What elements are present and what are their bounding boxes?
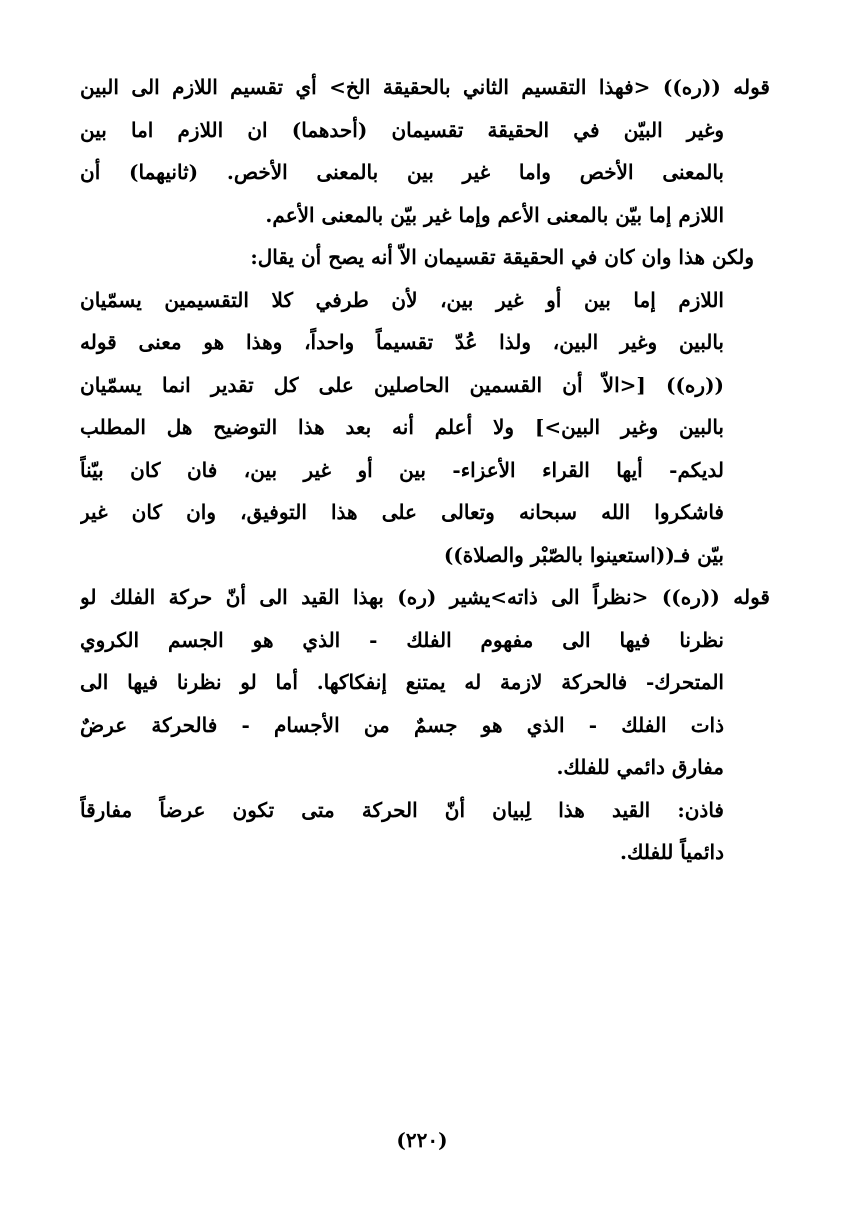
text-line: بيّن فـ((استعينوا بالصّبْر والصلاة))	[443, 542, 724, 567]
text-line: وغير البيّن في الحقيقة تقسيمان (أحدهما) ان اللازم اما بين	[80, 117, 724, 142]
text-line: اللازم إما بين أو غير بين، لأن طرفي كلا التقسيمين يسمّيان	[80, 287, 724, 312]
text-line: المتحرك- فالحركة لازمة له يمتنع إنفكاكها. أما لو نظرنا فيها الى	[80, 670, 724, 694]
text-line: بالبين وغير البين، ولذا عُدّ تقسيماً واحداً، وهذا هو معنى قوله	[80, 330, 724, 354]
text-line: ولكن هذا وان كان في الحقيقة تقسيمان الاّ أنه يصح أن يقال:	[250, 245, 754, 269]
text-line: اللازم إما بيّن بالمعنى الأعم وإما غير بيّن بالمعنى الأعم.	[265, 202, 724, 227]
text-line: بالبين وغير البين>] ولا أعلم أنه بعد هذا التوضيح هل المطلب	[80, 415, 724, 439]
text-line: قوله ((ره)) <نظراً الى ذاته>يشير (ره) بهذا القيد الى أنّ حركة الفلك لو	[80, 585, 770, 609]
text-line: دائمياً للفلك.	[620, 840, 724, 864]
text-line: فاذن: القيد هذا لِبيان أنّ الحركة متى تكون عرضاً مفارقاً	[80, 797, 724, 822]
text-line: قوله ((ره)) <فهذا التقسيم الثاني بالحقيقة الخ> أي تقسيم اللازم الى البين	[80, 75, 770, 99]
text-line: ((ره)) [<الاّ أن القسمين الحاصلين على كل تقدير انما يسمّيان	[80, 372, 724, 397]
text-line: ذات الفلك - الذي هو جسمٌ من الأجسام - فالحركة عرضٌ	[80, 712, 724, 737]
text-line: نظرنا فيها الى مفهوم الفلك - الذي هو الجسم الكروي	[80, 627, 724, 652]
text-line: لديكم- أيها القراء الأعزاء- بين أو غير بين، فان كان بيّناً	[80, 457, 724, 482]
text-line: بالمعنى الأخص واما غير بين بالمعنى الأخص. (ثانيهما) أن	[80, 160, 724, 184]
text-line: مفارق دائمي للفلك.	[556, 755, 724, 779]
text-line: فاشكروا الله سبحانه وتعالى على هذا التوفيق، وان كان غير	[80, 500, 724, 524]
commentary-text	[80, 66, 770, 874]
page-number: (٢٢٠)	[396, 1128, 448, 1152]
